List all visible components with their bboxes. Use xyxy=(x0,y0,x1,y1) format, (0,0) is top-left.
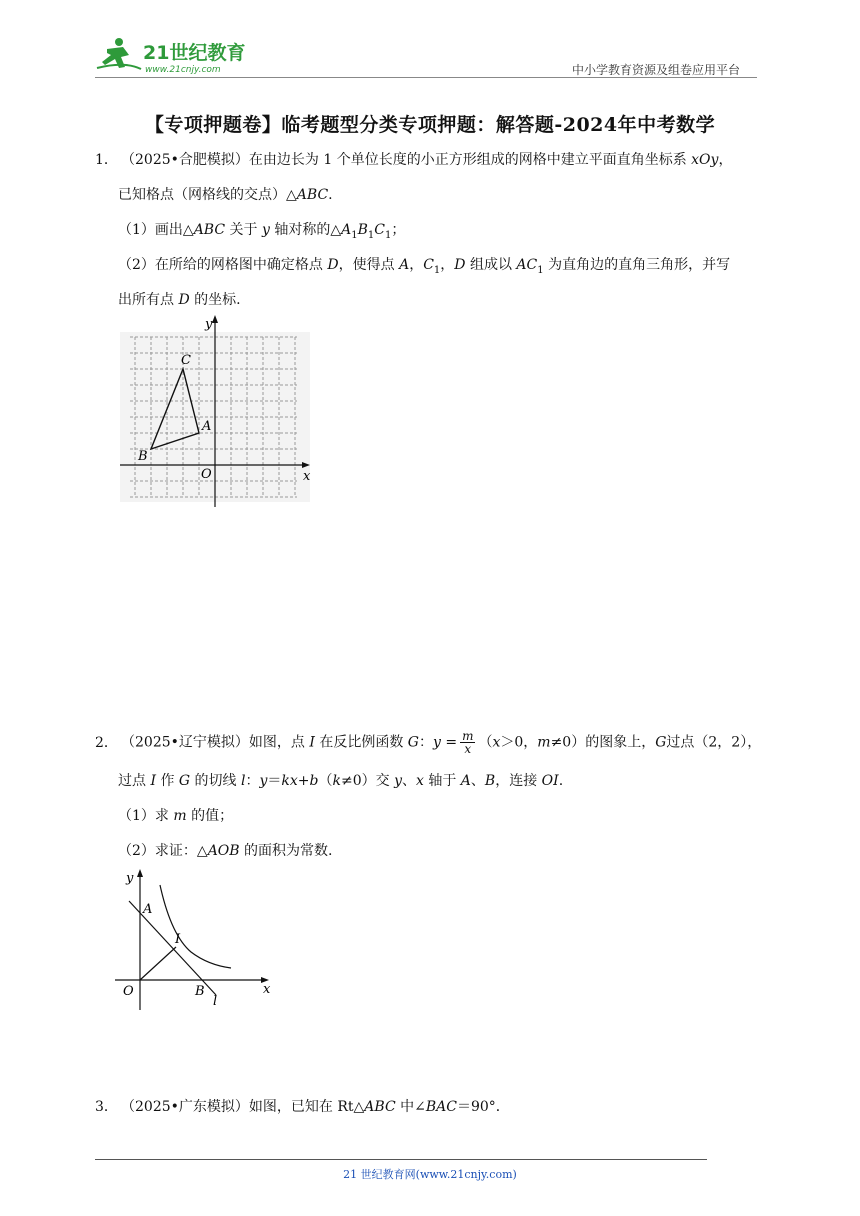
q1-source: （2025•合肥模拟） xyxy=(121,152,249,168)
q3-source: （2025•广东模拟） xyxy=(121,1099,249,1115)
q2-label-A: A xyxy=(143,902,153,917)
header-platform-text: 中小学教育资源及组卷应用平台 xyxy=(572,63,741,77)
header-divider xyxy=(95,77,757,78)
q2-figure xyxy=(113,865,283,1019)
q1-part2: （2）在所给的网格图中确定格点 D，使得点 A，$C_1$，D 组成以 $AC_1$ 为直角边的直角三角形，并写 xyxy=(118,257,731,276)
q2-source: （2025•辽宁模拟） xyxy=(121,734,249,751)
q1-part1: （1）画出△ABC 关于 y 轴对称的$\triangle A_1B_1C_1$； xyxy=(118,222,406,241)
q2-fraction: $\frac{m}{x}$ xyxy=(462,729,474,756)
q1-label-O: O xyxy=(201,467,212,482)
q1-label-y: y xyxy=(205,317,213,332)
site-logo xyxy=(95,35,255,75)
q1-line2: 已知格点（网格线的交点）△ABC. xyxy=(118,187,333,203)
q1-label-C: C xyxy=(181,353,191,368)
q2-label-I: I xyxy=(175,932,181,947)
q2-part2: （2）求证：△AOB 的面积为常数. xyxy=(118,843,333,859)
q1-label-B: B xyxy=(138,449,148,464)
q3-line1: 3． （2025•广东模拟）如图，已知在 Rt△ABC 中∠BAC＝90°． xyxy=(95,1099,510,1115)
q2-line2: 过点 I 作 G 的切线 l：y＝kx+b（k≠0）交 y、x 轴于 A、B，连接 OI. xyxy=(118,773,564,789)
logo-url: www.21cnjy.com xyxy=(145,65,221,75)
q2-label-O: O xyxy=(123,984,134,999)
page-title: 【专项押题卷】临考题型分类专项押题：解答题-2024年中考数学 xyxy=(144,114,716,136)
q1-part2-line2: 出所有点 D 的坐标. xyxy=(118,292,241,308)
q2-line1: 2． （2025•辽宁模拟）如图，点 I 在反比例函数 G：y = $\frac{m}{x}$ （x＞0，m≠0）的图象上，G过点（2，2）， xyxy=(95,729,762,756)
q1-label-x: x xyxy=(303,469,311,484)
q1-label-A: A xyxy=(202,419,212,434)
footer-divider xyxy=(95,1159,707,1160)
q3-number: 3． xyxy=(95,1099,118,1115)
q1-number: 1． xyxy=(95,152,118,168)
q1-grid-figure xyxy=(115,312,315,514)
q2-part1: （1）求 m 的值； xyxy=(118,808,234,824)
q1-line1: 1． （2025•合肥模拟）在由边长为 1 个单位长度的小正方形组成的网格中建立平面直角坐标系 xOy， xyxy=(95,152,733,168)
footer-link[interactable]: 21 世纪教育网(www.21cnjy.com) xyxy=(343,1168,517,1181)
q2-label-x: x xyxy=(263,982,271,997)
q2-label-B: B xyxy=(195,984,205,999)
q2-number: 2． xyxy=(95,734,118,751)
q2-label-y: y xyxy=(126,871,134,886)
q2-label-l: l xyxy=(213,994,218,1009)
logo-text: 21世纪教育 xyxy=(143,42,246,64)
